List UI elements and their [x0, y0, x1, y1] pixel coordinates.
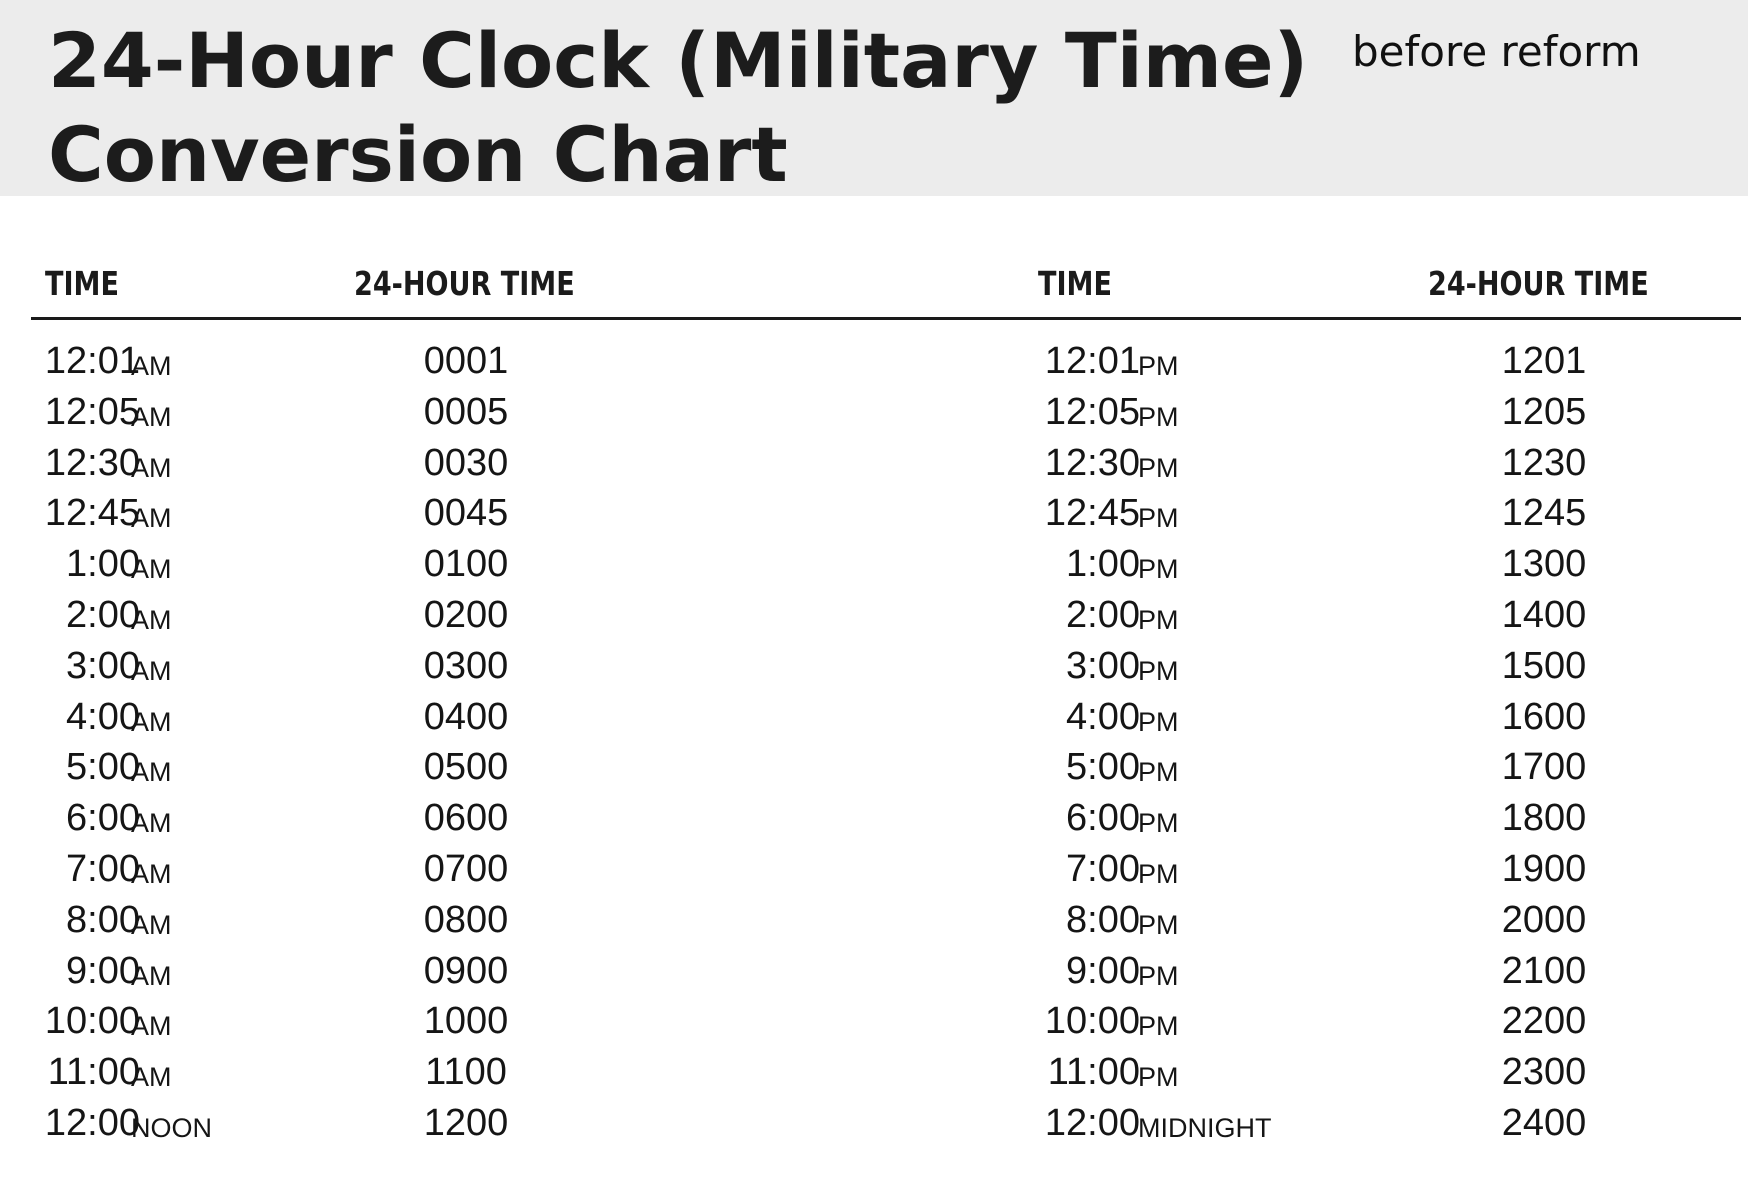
handwritten-note: before reform [1352, 27, 1641, 76]
pm-24-hour-value: 2400 [1501, 1101, 1587, 1144]
am-suffix: AM [131, 757, 172, 788]
pm-time: 5:00 [1066, 746, 1140, 789]
pm-time: 12:45 [1044, 492, 1140, 535]
am-suffix: AM [131, 655, 172, 686]
pm-suffix: PM [1138, 351, 1179, 381]
table-row [0, 692, 1748, 743]
am-time: 8:00 [66, 898, 140, 941]
page-title [48, 14, 1308, 202]
am-24-hour-value: 0500 [423, 746, 509, 789]
pm-24-hour-value: 1900 [1501, 847, 1587, 890]
am-time: 5:00 [66, 746, 140, 789]
am-time: 1:00 [66, 543, 140, 586]
table-row [0, 1047, 1748, 1098]
pm-24-hour-value: 1205 [1501, 390, 1587, 433]
pm-time: 12:30 [1044, 441, 1140, 484]
am-24-hour-value: 0800 [423, 898, 509, 941]
am-time: 2:00 [66, 593, 140, 636]
table-row [0, 590, 1748, 641]
am-24-hour-value: 0100 [423, 543, 509, 586]
pm-time: 4:00 [1066, 695, 1140, 738]
pm-suffix: PM [1138, 858, 1179, 889]
conversion-table [0, 336, 1748, 1149]
pm-24-hour-value: 1600 [1501, 695, 1587, 738]
am-suffix: AM [131, 604, 172, 635]
table-row [0, 742, 1748, 793]
pm-suffix: PM [1138, 554, 1179, 585]
pm-24-hour-value: 1300 [1501, 543, 1587, 586]
pm-suffix: PM [1138, 1011, 1179, 1042]
am-time: 12:01 [44, 340, 140, 382]
table-row [0, 844, 1748, 895]
pm-time: 9:00 [1066, 949, 1140, 992]
table-row [0, 641, 1748, 692]
pm-suffix: PM [1138, 706, 1179, 737]
pm-time: 1:00 [1066, 543, 1140, 586]
am-24-hour-value: 1100 [425, 1051, 507, 1094]
pm-24-hour-value: 2100 [1501, 949, 1587, 992]
am-suffix: AM [131, 1011, 172, 1042]
am-suffix: AM [131, 503, 172, 534]
am-time: 12:05 [44, 390, 140, 433]
am-24-hour-value: 0300 [423, 644, 509, 687]
table-row [0, 793, 1748, 844]
am-suffix: AM [131, 858, 172, 889]
table-row [0, 438, 1748, 489]
am-suffix: AM [131, 909, 172, 940]
pm-24-hour-value: 1800 [1501, 797, 1587, 840]
am-24-hour-value: 0900 [423, 949, 509, 992]
am-suffix: AM [131, 706, 172, 737]
pm-24-hour-value: 2000 [1501, 898, 1587, 941]
pm-24-hour-value: 1500 [1501, 644, 1587, 687]
am-24-hour-value: 0001 [423, 340, 509, 382]
pm-suffix: PM [1138, 452, 1179, 483]
am-24-hour-value: 1200 [423, 1101, 509, 1144]
pm-suffix: PM [1138, 808, 1179, 839]
pm-24-hour-value: 1230 [1501, 441, 1587, 484]
pm-time: 10:00 [1044, 1000, 1140, 1043]
pm-suffix: PM [1138, 401, 1179, 432]
am-24-hour-value: 0200 [423, 593, 509, 636]
pm-time: 12:05 [1044, 390, 1140, 433]
pm-suffix: PM [1138, 757, 1179, 788]
column-header-time-pm: TIME [1038, 264, 1112, 303]
am-suffix: AM [131, 1062, 172, 1093]
pm-24-hour-value: 1201 [1501, 340, 1587, 382]
am-24-hour-value: 0005 [423, 390, 509, 433]
pm-suffix: PM [1138, 1062, 1179, 1093]
table-row [0, 336, 1748, 387]
am-24-hour-value: 0030 [423, 441, 509, 484]
pm-24-hour-value: 1245 [1501, 492, 1587, 535]
pm-time: 6:00 [1066, 797, 1140, 840]
pm-time: 7:00 [1066, 847, 1140, 890]
am-time: 6:00 [66, 797, 140, 840]
am-time: 3:00 [66, 644, 140, 687]
am-time: 10:00 [44, 1000, 140, 1043]
pm-24-hour-value: 2300 [1501, 1051, 1587, 1094]
am-time: 4:00 [66, 695, 140, 738]
am-24-hour-value: 0400 [423, 695, 509, 738]
table-row [0, 387, 1748, 438]
am-suffix: AM [131, 808, 172, 839]
column-header-time-am: TIME [45, 264, 119, 303]
am-24-hour-value: 0600 [423, 797, 509, 840]
header-rule [31, 317, 1741, 320]
pm-suffix: PM [1138, 503, 1179, 534]
am-24-hour-value: 0700 [423, 847, 509, 890]
pm-suffix: PM [1138, 909, 1179, 940]
am-suffix: AM [131, 401, 172, 432]
pm-time: 3:00 [1066, 644, 1140, 687]
table-row [0, 539, 1748, 590]
pm-24-hour-value: 2200 [1501, 1000, 1587, 1043]
pm-suffix: PM [1138, 655, 1179, 686]
pm-suffix: PM [1138, 604, 1179, 635]
pm-time: 12:01 [1044, 340, 1140, 382]
pm-24-hour-value: 1700 [1501, 746, 1587, 789]
noon-suffix: NOON [131, 1112, 212, 1143]
am-24-hour-value: 0045 [423, 492, 509, 535]
am-time: 12:00 [44, 1101, 140, 1144]
column-header-24-hour-pm: 24-HOUR TIME [1428, 264, 1649, 303]
pm-time: 2:00 [1066, 593, 1140, 636]
pm-24-hour-value: 1400 [1501, 593, 1587, 636]
am-suffix: AM [131, 452, 172, 483]
title-line-2: Conversion Chart [48, 110, 788, 199]
table-row [0, 996, 1748, 1047]
am-suffix: AM [131, 351, 172, 381]
pm-time: 12:00 [1044, 1101, 1140, 1144]
table-row [0, 1098, 1748, 1149]
pm-suffix: PM [1138, 960, 1179, 991]
am-time: 7:00 [66, 847, 140, 890]
table-row [0, 946, 1748, 997]
pm-time: 8:00 [1066, 898, 1140, 941]
table-row [0, 488, 1748, 539]
am-time: 12:30 [44, 441, 140, 484]
column-header-24-hour-am: 24-HOUR TIME [354, 264, 575, 303]
am-time: 9:00 [66, 949, 140, 992]
am-time: 12:45 [44, 492, 140, 535]
am-24-hour-value: 1000 [423, 1000, 509, 1043]
am-suffix: AM [131, 960, 172, 991]
title-line-1: 24-Hour Clock (Military Time) [48, 16, 1309, 105]
pm-time: 11:00 [1047, 1051, 1140, 1094]
am-suffix: AM [131, 554, 172, 585]
am-time: 11:00 [47, 1051, 140, 1094]
midnight-suffix: MIDNIGHT [1138, 1112, 1272, 1143]
table-row [0, 895, 1748, 946]
